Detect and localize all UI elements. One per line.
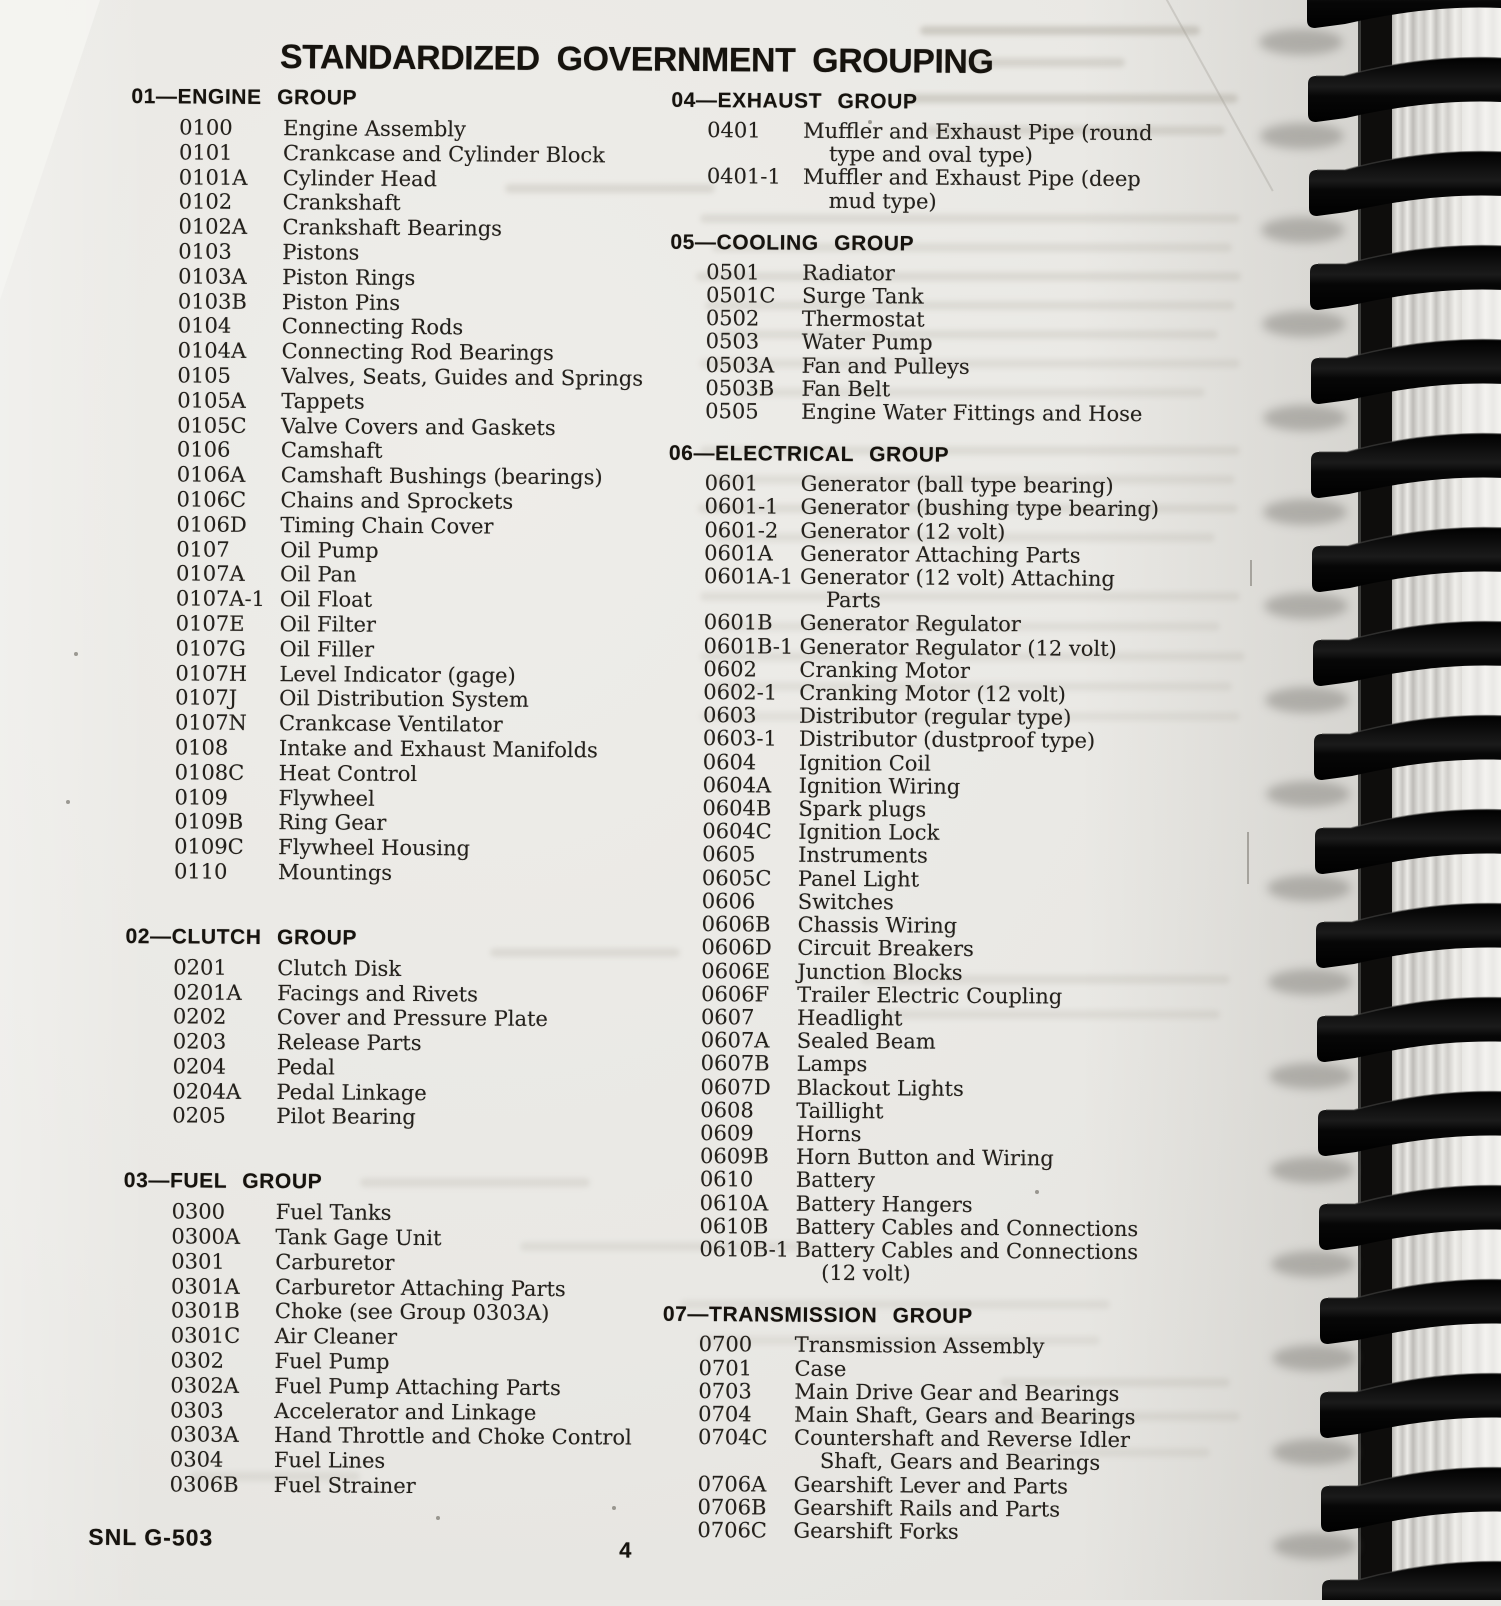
catalog-row	[119, 437, 667, 466]
group-heading: 06—ELECTRICAL GROUP	[668, 442, 950, 467]
item-desc: Carburetor	[275, 1249, 395, 1275]
item-desc: Horns	[796, 1121, 862, 1147]
item-code: 0304	[169, 1447, 224, 1472]
item-code: 0401	[707, 118, 761, 143]
book-edge-right	[1462, 0, 1501, 1600]
catalog-row	[119, 413, 667, 442]
catalog-row	[114, 1103, 662, 1132]
item-code: 0706A	[697, 1471, 767, 1497]
item-desc: Engine Assembly	[283, 116, 467, 142]
item-desc: Chassis Wiring	[797, 912, 958, 938]
catalog-row	[113, 1298, 661, 1327]
item-code: 0203	[172, 1029, 227, 1054]
catalog-group	[112, 1168, 662, 1500]
item-code: 0105A	[177, 388, 246, 413]
item-desc: Circuit Breakers	[797, 935, 974, 962]
item-code: 0108	[174, 735, 229, 760]
item-code: 0706C	[697, 1517, 768, 1543]
item-desc: Valves, Seats, Guides and Springs	[281, 364, 644, 391]
catalog-row	[120, 264, 668, 293]
footer-page-number: 4	[619, 1537, 632, 1563]
item-code: 0300A	[171, 1224, 241, 1249]
group-items	[659, 261, 1166, 427]
item-code: 0103	[178, 239, 232, 264]
item-desc: Oil Pump	[280, 537, 379, 563]
item-desc: Flywheel	[278, 785, 375, 811]
book-page-edges	[1392, 0, 1462, 1600]
item-desc: Tappets	[281, 388, 365, 414]
item-code: 0605	[702, 842, 756, 867]
group-items	[653, 472, 1165, 1288]
catalog-row	[114, 1199, 662, 1228]
item-code: 0606F	[701, 981, 770, 1007]
item-desc: Fan Belt	[801, 376, 891, 402]
item-code: 0107J	[175, 685, 238, 711]
item-code: 0606B	[701, 912, 771, 937]
item-desc: Thermostat	[801, 306, 925, 332]
item-desc: Surge Tank	[801, 283, 924, 309]
catalog-group	[651, 1302, 1159, 1545]
item-desc: Fuel Tanks	[275, 1200, 392, 1226]
item-code: 0110	[173, 859, 228, 884]
item-code: 0606E	[701, 958, 771, 984]
catalog-row	[117, 685, 665, 714]
item-desc: Piston Pins	[281, 289, 401, 315]
item-desc: Valve Covers and Gaskets	[281, 413, 556, 440]
item-code: 0503A	[705, 352, 775, 378]
item-code: 0603-1	[702, 726, 777, 752]
catalog-row	[115, 1029, 663, 1058]
group-heading: 07—TRANSMISSION GROUP	[662, 1303, 973, 1329]
group-items	[112, 1199, 662, 1500]
catalog-row	[121, 115, 669, 144]
item-code: 0605C	[701, 865, 772, 891]
item-code: 0302	[170, 1348, 225, 1373]
item-desc: Flywheel Housing	[278, 835, 471, 861]
item-desc: Instruments	[798, 843, 928, 869]
item-desc: Crankshaft Bearings	[282, 215, 503, 241]
item-desc: Water Pump	[801, 330, 933, 356]
item-desc: Release Parts	[276, 1030, 422, 1056]
item-code: 0601-2	[704, 517, 779, 543]
catalog-row	[113, 1224, 661, 1253]
item-code: 0106C	[176, 487, 247, 512]
item-desc: Chains and Sprockets	[280, 488, 514, 514]
catalog-row	[119, 363, 667, 392]
item-desc: Transmission Assembly	[794, 1333, 1045, 1359]
item-code: 0107H	[175, 660, 248, 686]
item-desc: Clutch Disk	[277, 955, 402, 981]
catalog-row	[658, 565, 1164, 615]
item-code: 0101	[178, 140, 233, 165]
item-code: 0602-1	[703, 680, 778, 705]
catalog-row	[113, 1249, 661, 1278]
catalog-row	[112, 1422, 660, 1451]
item-desc: Cylinder Head	[282, 165, 438, 191]
item-desc: Generator Regulator	[799, 611, 1021, 637]
item-desc: Intake and Exhaust Manifolds	[278, 735, 598, 763]
group-heading: 01—ENGINE GROUP	[131, 85, 358, 110]
item-desc: Battery	[795, 1168, 876, 1193]
item-desc: Piston Rings	[282, 264, 416, 290]
catalog-row	[121, 189, 669, 218]
group-heading: 04—EXHAUST GROUP	[671, 88, 918, 114]
catalog-row	[661, 119, 1167, 169]
item-desc: Crankcase Ventilator	[278, 711, 503, 737]
item-code: 0107	[176, 536, 230, 562]
item-desc: Fuel Strainer	[273, 1473, 416, 1499]
item-code: 0610B	[699, 1213, 769, 1239]
catalog-row	[116, 834, 664, 863]
item-code: 0501C	[705, 283, 776, 308]
item-desc: Generator Regulator (12 volt)	[799, 634, 1117, 661]
catalog-row	[112, 1373, 660, 1402]
catalog-row	[120, 289, 668, 318]
item-code: 0103B	[177, 288, 247, 314]
item-code: 0105C	[177, 412, 247, 438]
item-code: 0301C	[170, 1323, 241, 1349]
item-code: 0106D	[176, 512, 247, 537]
column-left	[112, 84, 670, 1501]
item-desc: Generator (ball type bearing)	[800, 471, 1114, 499]
catalog-row	[119, 462, 667, 491]
item-code: 0107G	[175, 636, 246, 661]
item-desc: Distributor (dustproof type)	[798, 727, 1096, 754]
item-code: 0609B	[699, 1144, 769, 1169]
item-code: 0606	[701, 888, 756, 914]
item-desc: Main Drive Gear and Bearings	[794, 1379, 1120, 1406]
item-code: 0401-1	[706, 164, 781, 189]
item-desc: Ignition Lock	[798, 819, 940, 845]
item-code: 0601A	[704, 540, 773, 566]
item-code: 0501	[706, 259, 760, 285]
catalog-row	[661, 165, 1167, 215]
catalog-row	[115, 1054, 663, 1083]
item-desc: Cranking Motor (12 volt)	[799, 680, 1066, 707]
item-code: 0704	[698, 1401, 752, 1427]
item-desc: Horn Button and Wiring	[795, 1144, 1054, 1171]
item-desc: Junction Blocks	[797, 959, 963, 985]
catalog-group	[114, 924, 663, 1132]
item-code: 0601-1	[704, 494, 779, 519]
catalog-row	[121, 165, 669, 194]
item-desc: Cover and Pressure Plate	[276, 1005, 548, 1032]
item-desc: Case	[794, 1356, 847, 1381]
group-items	[116, 115, 669, 888]
catalog-row	[117, 636, 665, 665]
item-desc: Battery Hangers	[795, 1191, 973, 1217]
item-desc: Generator (12 volt) Attaching Parts	[799, 564, 1115, 613]
group-items	[114, 955, 663, 1132]
item-code: 0607B	[700, 1051, 770, 1076]
catalog-row	[116, 859, 664, 888]
item-code: 0301B	[170, 1298, 240, 1324]
catalog-row	[118, 611, 666, 640]
item-desc: Radiator	[802, 260, 895, 286]
item-code: 0302A	[170, 1373, 240, 1398]
item-code: 0606D	[701, 935, 772, 960]
catalog-group	[659, 230, 1166, 427]
item-desc: Muffler and Exhaust Pipe (deep mud type)	[802, 165, 1141, 214]
group-items	[651, 1333, 1158, 1545]
item-code: 0602	[703, 656, 757, 682]
item-desc: Distributor (regular type)	[799, 703, 1072, 730]
catalog-row	[118, 536, 666, 565]
item-desc: Connecting Rod Bearings	[281, 339, 554, 366]
item-code: 0107N	[174, 710, 247, 735]
item-desc: Fan and Pulleys	[801, 353, 970, 379]
catalog-row	[118, 512, 666, 541]
item-desc: Engine Water Fittings and Hose	[801, 399, 1143, 427]
item-code: 0608	[700, 1097, 754, 1123]
catalog-row	[651, 1519, 1157, 1546]
item-desc: Spark plugs	[798, 796, 927, 822]
item-code: 0700	[698, 1332, 753, 1357]
group-heading: 02—CLUTCH GROUP	[125, 924, 358, 950]
item-code: 0607	[700, 1004, 755, 1030]
item-desc: Fuel Lines	[273, 1448, 386, 1474]
item-code: 0607D	[700, 1074, 771, 1100]
item-code: 0103A	[178, 264, 247, 289]
item-desc: Ring Gear	[278, 810, 387, 836]
item-desc: Gearshift Lever and Parts	[793, 1472, 1068, 1499]
item-code: 0105	[177, 363, 231, 388]
item-desc: Crankcase and Cylinder Block	[282, 140, 606, 168]
item-code: 0107A	[175, 561, 245, 587]
catalog-row	[118, 561, 666, 590]
catalog-row	[113, 1323, 661, 1352]
catalog-row	[113, 1274, 661, 1303]
item-desc: Sealed Beam	[796, 1028, 936, 1054]
catalog-row	[120, 239, 668, 268]
item-desc: Headlight	[796, 1005, 903, 1031]
item-desc: Level Indicator (gage)	[279, 661, 516, 688]
item-desc: Oil Filler	[279, 636, 375, 662]
item-desc: Ignition Coil	[798, 750, 931, 776]
item-desc: Trailer Electric Coupling	[797, 982, 1063, 1009]
item-desc: Connecting Rods	[281, 314, 464, 340]
catalog-row	[116, 809, 664, 838]
item-desc: Battery Cables and Connections (12 volt)	[795, 1237, 1139, 1286]
item-code: 0604B	[702, 796, 772, 821]
item-desc: Heat Control	[278, 760, 418, 786]
catalog-row	[653, 1238, 1159, 1288]
column-right	[651, 88, 1167, 1546]
item-desc: Battery Cables and Connections	[795, 1214, 1139, 1241]
item-code: 0107A-1	[175, 586, 266, 612]
item-code: 0300	[171, 1199, 226, 1224]
catalog-row	[117, 660, 665, 689]
item-code: 0104	[177, 313, 232, 339]
item-desc: Generator (bushing type bearing)	[800, 495, 1160, 522]
catalog-row	[112, 1447, 660, 1476]
item-code: 0204	[172, 1054, 227, 1079]
item-code: 0607A	[700, 1028, 770, 1053]
item-desc: Oil Distribution System	[279, 686, 529, 713]
item-code: 0109	[174, 784, 229, 810]
item-desc: Crankshaft	[282, 190, 401, 216]
item-code: 0201A	[173, 979, 242, 1005]
catalog-row	[117, 710, 665, 739]
item-code: 0204A	[172, 1079, 242, 1104]
item-desc: Ignition Wiring	[798, 773, 961, 799]
item-desc: Gearshift Forks	[793, 1518, 959, 1544]
item-desc: Cranking Motor	[799, 657, 971, 683]
group-items	[661, 119, 1168, 215]
item-desc: Fuel Pump	[274, 1349, 390, 1374]
binding-spine	[1358, 0, 1392, 1600]
item-desc: Switches	[797, 889, 894, 915]
item-code: 0701	[698, 1355, 753, 1380]
item-code: 0106	[176, 437, 231, 463]
item-code: 0202	[172, 1004, 227, 1030]
item-code: 0505	[705, 399, 759, 424]
group-heading: 03—FUEL GROUP	[123, 1169, 323, 1194]
item-desc: Fuel Pump Attaching Parts	[274, 1373, 561, 1400]
catalog-group	[661, 88, 1168, 215]
item-code: 0609	[700, 1120, 754, 1146]
item-code: 0102A	[178, 214, 248, 240]
item-desc: Taillight	[796, 1098, 884, 1124]
item-code: 0601A-1	[703, 564, 794, 589]
item-desc: Choke (see Group 0303A)	[274, 1299, 550, 1326]
item-desc: Generator (12 volt)	[800, 518, 1006, 544]
item-code: 0205	[172, 1103, 226, 1129]
item-code: 0503B	[705, 375, 775, 401]
catalog-row	[112, 1348, 660, 1377]
item-code: 0107E	[175, 611, 245, 636]
catalog-row	[115, 955, 663, 984]
item-desc: Pilot Bearing	[276, 1104, 416, 1130]
item-desc: Air Cleaner	[274, 1324, 398, 1350]
item-code: 0101A	[178, 164, 248, 190]
item-desc: Facings and Rivets	[277, 980, 478, 1006]
item-code: 0610A	[699, 1190, 769, 1216]
catalog-row	[119, 388, 667, 417]
item-desc: Pistons	[282, 240, 360, 265]
item-code: 0109C	[174, 834, 244, 859]
item-code: 0610B-1	[699, 1236, 790, 1262]
item-desc: Oil Float	[279, 587, 373, 612]
item-code: 0601B	[703, 610, 773, 635]
item-code: 0301A	[171, 1274, 240, 1299]
catalog-row	[120, 338, 668, 367]
catalog-row	[117, 760, 665, 789]
item-code: 0610	[699, 1167, 754, 1192]
catalog-row	[118, 586, 666, 615]
item-desc: Accelerator and Linkage	[274, 1398, 537, 1425]
catalog-row	[115, 979, 663, 1008]
catalog-row	[112, 1398, 660, 1427]
item-desc: Lamps	[796, 1052, 868, 1077]
catalog-row	[116, 784, 664, 813]
catalog-row	[120, 313, 668, 342]
item-code: 0303A	[169, 1422, 239, 1448]
item-desc: Tank Gage Unit	[275, 1225, 442, 1251]
item-code: 0704C	[697, 1425, 768, 1450]
catalog-group	[653, 441, 1165, 1288]
item-desc: Oil Filter	[279, 612, 377, 637]
item-code: 0604A	[702, 772, 772, 798]
item-code: 0306B	[169, 1472, 239, 1497]
item-code: 0104A	[177, 338, 247, 364]
item-desc: Camshaft	[280, 438, 383, 464]
item-code: 0102	[178, 189, 233, 215]
item-code: 0502	[705, 306, 760, 331]
item-desc: Panel Light	[797, 866, 920, 892]
item-desc: Mountings	[277, 859, 393, 885]
item-code: 0604	[702, 749, 757, 775]
catalog-row	[119, 487, 667, 516]
item-desc: Generator Attaching Parts	[800, 541, 1081, 568]
catalog-row	[652, 1426, 1158, 1476]
catalog-row	[117, 735, 665, 764]
catalog-row	[114, 1079, 662, 1108]
catalog-row	[659, 400, 1165, 427]
item-code: 0301	[171, 1249, 225, 1274]
comb-binding	[1251, 0, 1501, 1600]
item-desc: Main Shaft, Gears and Bearings	[794, 1402, 1136, 1430]
item-code: 0706B	[697, 1494, 767, 1520]
item-code: 0604C	[702, 819, 772, 844]
item-desc: Muffler and Exhaust Pipe (round type and oval type)	[803, 118, 1153, 168]
item-code: 0109B	[174, 809, 244, 835]
item-code: 0108C	[174, 760, 245, 785]
page-title: STANDARDIZED GOVERNMENT GROUPING	[279, 38, 994, 82]
item-code: 0601B-1	[703, 633, 794, 659]
catalog-row	[112, 1472, 660, 1501]
item-code: 0201	[173, 955, 227, 980]
catalog-row	[115, 1004, 663, 1033]
item-desc: Camshaft Bushings (bearings)	[280, 463, 603, 490]
item-desc: Hand Throttle and Choke Control	[273, 1423, 632, 1451]
catalog-row	[120, 214, 668, 243]
item-code: 0106A	[176, 462, 246, 487]
footer-doc-id: SNL G-503	[88, 1523, 214, 1551]
item-desc: Countershaft and Reverse Idler Shaft, Gears and Bearings	[793, 1425, 1131, 1476]
catalog-group	[116, 84, 670, 888]
item-desc: Pedal	[276, 1054, 336, 1080]
item-code: 0703	[698, 1378, 752, 1404]
item-code: 0503	[705, 329, 760, 354]
item-desc: Oil Pan	[279, 562, 357, 587]
catalog-row	[121, 140, 669, 169]
item-desc: Pedal Linkage	[276, 1079, 427, 1105]
item-desc: Carburetor Attaching Parts	[275, 1274, 566, 1301]
item-code: 0601	[704, 471, 759, 496]
item-code: 0603	[703, 703, 757, 728]
item-desc: Gearshift Rails and Parts	[793, 1495, 1061, 1522]
item-code: 0303	[170, 1397, 224, 1423]
item-desc: Timing Chain Cover	[280, 512, 494, 539]
item-desc: Blackout Lights	[796, 1075, 964, 1101]
group-heading: 05—COOLING GROUP	[670, 230, 915, 256]
item-code: 0100	[179, 115, 233, 140]
